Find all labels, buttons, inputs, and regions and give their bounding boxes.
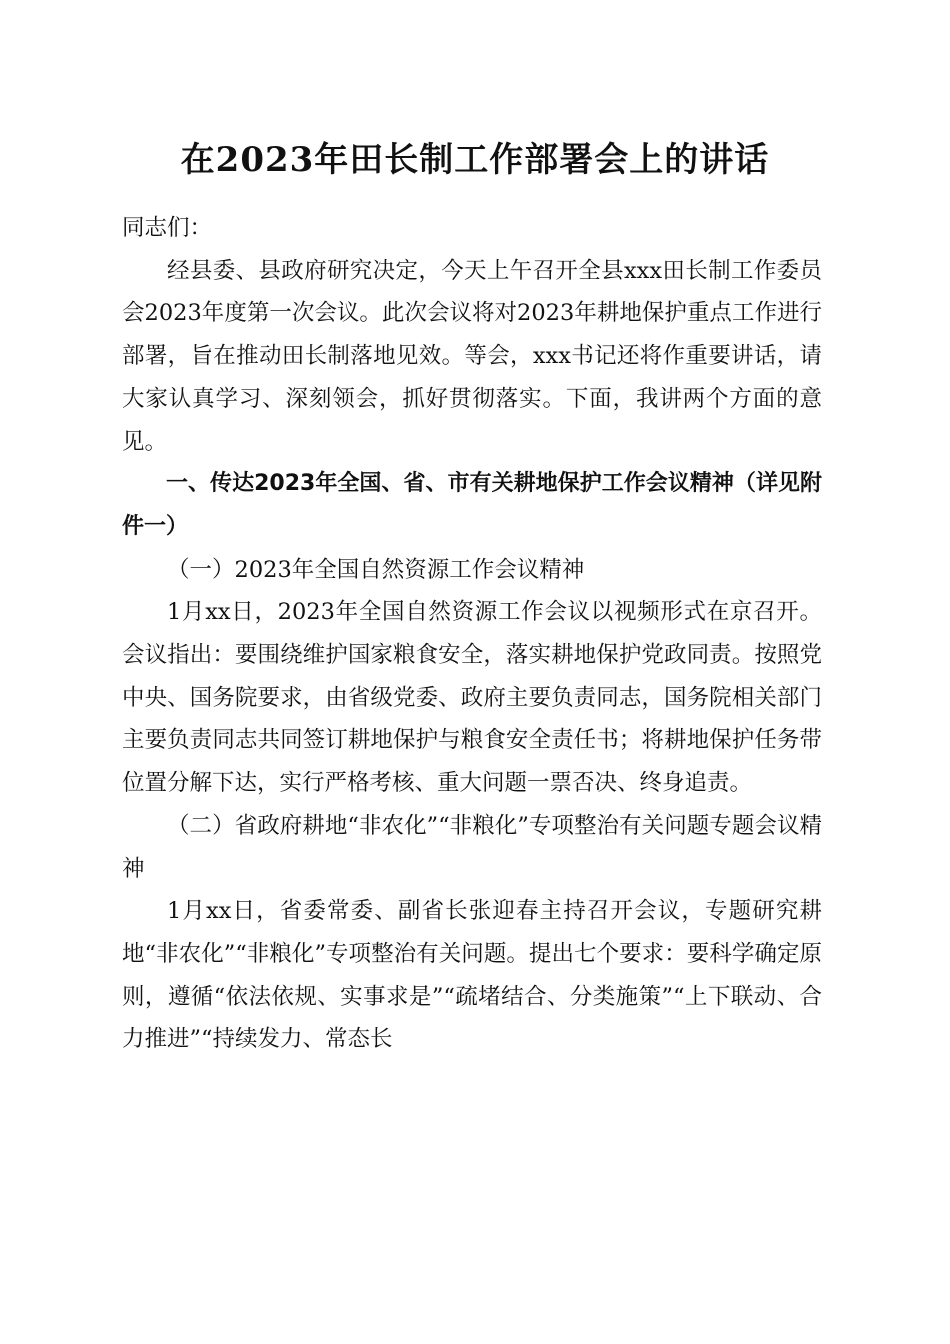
document-body xyxy=(122,207,822,1061)
subsection-heading-2: （二）省政府耕地“非农化”“非粮化”专项整治有关问题专题会议精神 xyxy=(122,812,822,882)
paragraph-national-meeting: 1月xx日，2023年全国自然资源工作会议以视频形式在京召开。会议指出：要围绕维护国家粮食安全，落实耕地保护党政同责。按照党中央、国务院要求，由省级党委、政府主要负责同志，国务院相关部门主要负责同志共同签订耕地保护与粮食安全责任书；将耕地保护任务带位置分解下达，实行严格考核、重大问题一票否决、终身追责。 xyxy=(122,599,822,797)
paragraph-provincial-meeting: 1月xx日，省委常委、副省长张迎春主持召开会议，专题研究耕地“非农化”“非粮化”专项整治有关问题。提出七个要求：要科学确定原则，遵循“依法依规、实事求是”“疏堵结合、分类施策”“上下联动、合力推进”“持续发力、常态长 xyxy=(122,898,822,1053)
subsection-heading-1: （一）2023年全国自然资源工作会议精神 xyxy=(167,556,585,583)
intro-paragraph: 经县委、县政府研究决定，今天上午召开全县xxx田长制工作委员会2023年度第一次会议。此次会议将对2023年耕地保护重点工作进行部署，旨在推动田长制落地见效。等会，xxx书记还将作重要讲话，请大家认真学习、深刻领会，抓好贯彻落实。下面，我讲两个方面的意见。 xyxy=(122,257,822,455)
section-heading-1: 一、传达2023年全国、省、市有关耕地保护工作会议精神（详见附件一） xyxy=(122,471,822,539)
salutation: 同志们： xyxy=(122,215,213,241)
document-title: 在2023年田长制工作部署会上的讲话 xyxy=(180,140,770,180)
